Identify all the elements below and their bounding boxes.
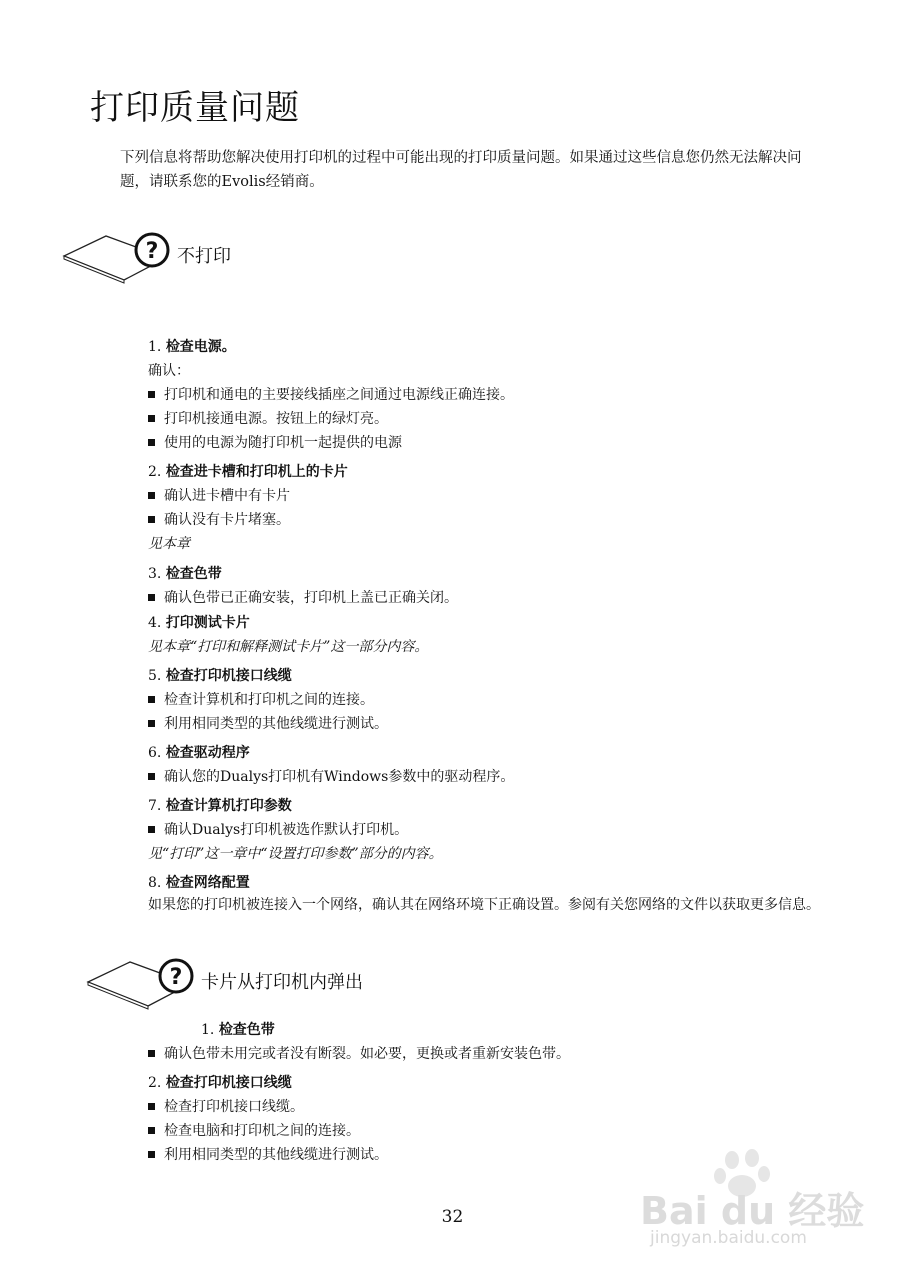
page-number: 32 [441, 1207, 464, 1227]
step-1 [201, 1021, 275, 1039]
step-title: 检查网络配置 [165, 875, 250, 891]
step-5 [148, 667, 292, 685]
list-item: 检查打印机接口线缆。 [148, 1098, 304, 1116]
step-1 [148, 338, 236, 356]
list-item: 确认您的Dualys打印机有Windows参数中的驱动程序。 [148, 768, 514, 786]
list-item: 利用相同类型的其他线缆进行测试。 [148, 715, 388, 733]
svg-text:?: ? [169, 965, 183, 990]
bullet-icon [148, 696, 155, 703]
step-title: 检查进卡槽和打印机上的卡片 [165, 464, 348, 480]
note-text: 见本章 [148, 536, 190, 552]
bullet-icon [148, 391, 155, 398]
step-number: 4. [148, 615, 162, 631]
list-item: 确认没有卡片堵塞。 [148, 511, 290, 529]
network-paragraph: 如果您的打印机被连接入一个网络，确认其在网络环境下正确设置。参阅有关您网络的文件以获取更多信息。 [148, 897, 820, 913]
step-number: 2. [148, 464, 162, 480]
note-text: 见本章“打印和解释测试卡片”这一部分内容。 [148, 639, 429, 655]
intro-paragraph: 下列信息将帮助您解决使用打印机的过程中可能出现的打印质量问题。如果通过这些信息您仍然无法解决问题，请联系您的Evolis经销商。 [120, 150, 802, 190]
step-number: 2. [148, 1075, 162, 1091]
bullet-icon [148, 773, 155, 780]
step-7 [148, 797, 292, 815]
step-title: 检查色带 [218, 1022, 275, 1038]
list-item: 使用的电源为随打印机一起提供的电源 [148, 434, 402, 452]
bullet-icon [148, 720, 155, 727]
step-title: 检查色带 [165, 566, 222, 582]
step-number: 5. [148, 668, 162, 684]
page-title: 打印质量问题 [90, 88, 300, 128]
bullet-icon [148, 826, 155, 833]
card-question-icon [86, 954, 196, 1014]
section-heading-no-print: 不打印 [177, 246, 231, 267]
step-2 [148, 1074, 292, 1092]
step-title: 检查计算机打印参数 [165, 798, 292, 814]
watermark-brand: Bai du 经验 [640, 1189, 865, 1233]
step-title: 检查电源。 [165, 339, 236, 355]
list-item: 打印机接通电源。按钮上的绿灯亮。 [148, 410, 388, 428]
list-item: 打印机和通电的主要接线插座之间通过电源线正确连接。 [148, 386, 514, 404]
watermark-url: jingyan.baidu.com [650, 1228, 807, 1248]
list-item: 确认进卡槽中有卡片 [148, 487, 290, 505]
step-number: 7. [148, 798, 162, 814]
bullet-icon [148, 516, 155, 523]
bullet-icon [148, 439, 155, 446]
step-number: 3. [148, 566, 162, 582]
list-item: 确认Dualys打印机被选作默认打印机。 [148, 821, 408, 839]
step-6 [148, 744, 250, 762]
bullet-icon [148, 594, 155, 601]
step-title: 打印测试卡片 [165, 615, 250, 631]
card-question-icon [62, 228, 172, 288]
note-text: 见“打印”这一章中“设置打印参数”部分的内容。 [148, 846, 443, 862]
step-number: 6. [148, 745, 162, 761]
step-3 [148, 565, 222, 583]
step-number: 8. [148, 875, 162, 891]
list-item: 利用相同类型的其他线缆进行测试。 [148, 1146, 388, 1164]
bullet-icon [148, 492, 155, 499]
section-heading-card-ejected: 卡片从打印机内弹出 [201, 972, 363, 993]
svg-text:?: ? [145, 239, 159, 264]
list-item: 确认色带已正确安装，打印机上盖已正确关闭。 [148, 589, 458, 607]
bullet-icon [148, 415, 155, 422]
list-item: 检查电脑和打印机之间的连接。 [148, 1122, 360, 1140]
step-2 [148, 463, 348, 481]
step-4 [148, 614, 250, 632]
step-title: 检查打印机接口线缆 [165, 668, 292, 684]
step-title: 检查打印机接口线缆 [165, 1075, 292, 1091]
bullet-icon [148, 1050, 155, 1057]
baidu-watermark [640, 1148, 870, 1262]
list-item: 确认色带未用完或者没有断裂。如必要，更换或者重新安装色带。 [148, 1045, 570, 1063]
bullet-icon [148, 1151, 155, 1158]
bullet-icon [148, 1103, 155, 1110]
confirm-label: 确认： [148, 363, 190, 379]
bullet-icon [148, 1127, 155, 1134]
step-8 [148, 874, 250, 892]
step-number: 1. [148, 339, 162, 355]
list-item: 检查计算机和打印机之间的连接。 [148, 691, 374, 709]
step-title: 检查驱动程序 [165, 745, 250, 761]
step-number: 1. [201, 1022, 215, 1038]
